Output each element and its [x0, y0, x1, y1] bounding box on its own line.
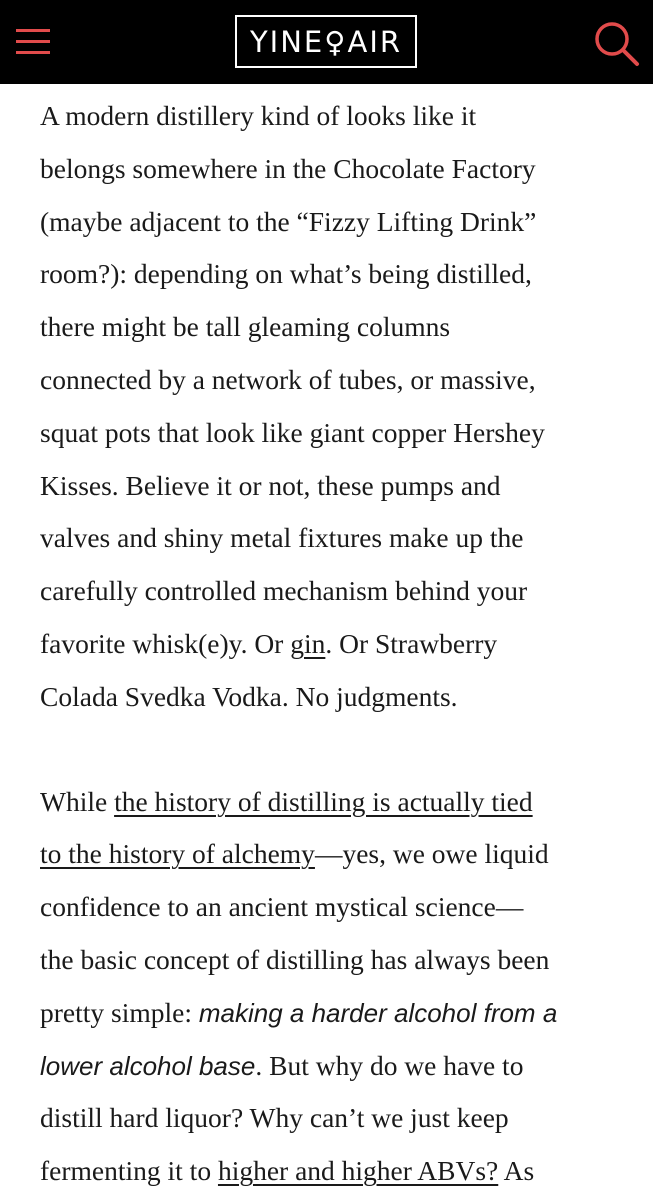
text-segment: . Or Strawberry: [325, 627, 498, 659]
article-paragraph: [40, 90, 640, 724]
higher-abv-link[interactable]: higher and higher ABVs?: [217, 1155, 499, 1187]
text-line: Kisses. Believe it or not, these pumps and: [40, 469, 501, 501]
text-segment: pretty simple:: [40, 996, 199, 1028]
text-line: valves and shiny metal fixtures make up the: [40, 522, 524, 554]
text-segment: . But why do we have to: [255, 1049, 524, 1081]
menu-bar-line: [16, 51, 50, 54]
vinepair-logo[interactable]: YINE♀AIR: [235, 15, 417, 68]
text-line: [40, 828, 640, 881]
text-segment: —yes, we owe liquid: [314, 838, 549, 870]
text-line: there might be tall gleaming columns: [40, 311, 451, 343]
text-line: room?): depending on what’s being distilled,: [40, 258, 532, 290]
text-line: A modern distillery kind of looks like it: [40, 100, 477, 131]
article-paragraph: [40, 776, 640, 1198]
text-line: [40, 1145, 640, 1198]
history-of-alchemy-link[interactable]: to the history of alchemy: [40, 838, 315, 870]
text-segment: As: [498, 1155, 535, 1187]
article-body: [40, 90, 640, 1198]
menu-bar-line: [16, 40, 50, 43]
text-line: connected by a network of tubes, or massive,: [40, 363, 536, 395]
text-line: belongs somewhere in the Chocolate Factory: [40, 152, 536, 184]
italic-phrase: making a harder alcohol from a: [198, 997, 558, 1028]
hamburger-menu-icon[interactable]: [16, 26, 50, 58]
text-line: confidence to an ancient mystical science—: [40, 891, 524, 923]
text-line: the basic concept of distilling has always been: [40, 943, 550, 975]
text-line: [40, 1040, 640, 1093]
menu-bar-line: [16, 29, 50, 32]
text-line: squat pots that look like giant copper Hershey: [40, 416, 545, 448]
text-segment: While: [40, 785, 115, 817]
italic-phrase: lower alcohol base: [40, 1050, 256, 1081]
text-line: Colada Svedka Vodka. No judgments.: [40, 680, 458, 712]
gin-link[interactable]: gin: [290, 627, 326, 659]
text-line: (maybe adjacent to the “Fizzy Lifting Drink”: [40, 205, 537, 237]
text-segment: favorite whisk(e)y. Or: [40, 627, 291, 659]
text-line: distill hard liquor? Why can’t we just keep: [40, 1102, 509, 1134]
text-line: [40, 776, 640, 829]
text-line: [40, 618, 640, 671]
text-segment: fermenting it to: [40, 1155, 218, 1187]
text-line: carefully controlled mechanism behind your: [40, 575, 528, 607]
top-navigation-bar: [0, 0, 653, 84]
search-icon[interactable]: [590, 18, 642, 68]
text-line: [40, 987, 640, 1040]
history-of-alchemy-link[interactable]: the history of distilling is actually tied: [114, 785, 533, 817]
